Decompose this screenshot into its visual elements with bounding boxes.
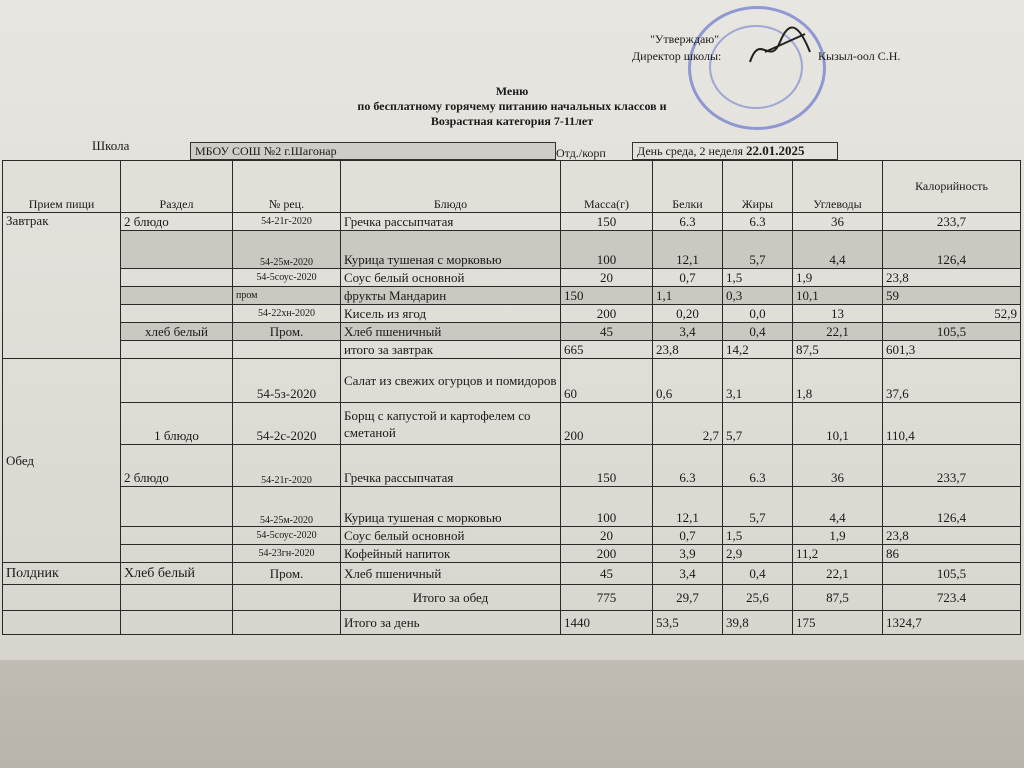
breakfast-total-label: итого за завтрак — [341, 341, 561, 359]
cell-calories: 59 — [883, 287, 1021, 305]
cell-mass: 20 — [561, 527, 653, 545]
day-total-carbs: 175 — [793, 611, 883, 635]
cell-recipe: 54-5з-2020 — [233, 359, 341, 403]
cell-protein: 0,6 — [653, 359, 723, 403]
cell-fat: 0,3 — [723, 287, 793, 305]
title-line-3: Возрастная категория 7-11лет — [430, 114, 594, 128]
cell-recipe: 54-21г-2020 — [233, 213, 341, 231]
table-row — [3, 269, 1021, 287]
cell-carbs: 1,9 — [793, 527, 883, 545]
meal-breakfast: Завтрак — [3, 213, 121, 359]
cell-carbs: 36 — [793, 213, 883, 231]
cell-dish: Кисель из ягод — [341, 305, 561, 323]
cell-carbs: 10,1 — [793, 287, 883, 305]
cell-protein: 2,7 — [653, 403, 723, 445]
cell-section: 1 блюдо — [121, 403, 233, 445]
cell-dish: фрукты Мандарин — [341, 287, 561, 305]
cell-carbs: 1,9 — [793, 269, 883, 287]
day-label: День среда, 2 неделя — [637, 144, 744, 158]
cell-protein: 12,1 — [653, 487, 723, 527]
cell-dish: Курица тушеная с морковью — [341, 231, 561, 269]
table-row — [3, 287, 1021, 305]
cell-mass: 60 — [561, 359, 653, 403]
cell-carbs: 4,4 — [793, 487, 883, 527]
cell-carbs: 13 — [793, 305, 883, 323]
table-row — [3, 445, 1021, 487]
menu-date: 22.01.2025 — [746, 143, 805, 158]
cell-section — [121, 269, 233, 287]
cell-mass: 45 — [561, 563, 653, 585]
cell-recipe: 54-25м-2020 — [233, 487, 341, 527]
cell-calories: 126,4 — [883, 231, 1021, 269]
col-meal: Прием пищи — [3, 161, 121, 213]
cell-section: хлеб белый — [121, 323, 233, 341]
cell-recipe: 54-23гн-2020 — [233, 545, 341, 563]
cell-carbs: 36 — [793, 445, 883, 487]
cell-section — [121, 359, 233, 403]
cell-fat: 5,7 — [723, 487, 793, 527]
table-row — [3, 231, 1021, 269]
cell-recipe: 54-2с-2020 — [233, 403, 341, 445]
empty-cell — [3, 585, 121, 611]
table-row — [3, 359, 1021, 403]
cell-mass: 150 — [561, 213, 653, 231]
cell-protein: 12,1 — [653, 231, 723, 269]
cell-recipe: 54-21г-2020 — [233, 445, 341, 487]
cell-mass: 45 — [561, 323, 653, 341]
day-total-calories: 1324,7 — [883, 611, 1021, 635]
cell-dish: Гречка рассыпчатая — [341, 445, 561, 487]
cell-fat: 0,0 — [723, 305, 793, 323]
cell-dish: Борщ с капустой и картофелем со сметаной — [341, 403, 561, 445]
lunch-total-fat: 25,6 — [723, 585, 793, 611]
director-label: Директор школы: — [632, 49, 722, 63]
cell-mass: 100 — [561, 487, 653, 527]
col-carbs: Углеводы — [793, 161, 883, 213]
empty-cell — [121, 341, 233, 359]
cell-protein: 3,4 — [653, 323, 723, 341]
table-row — [3, 213, 1021, 231]
empty-cell — [3, 611, 121, 635]
title-line-2: по бесплатному горячему питанию начальных классов и — [357, 99, 667, 113]
cell-calories: 23,8 — [883, 527, 1021, 545]
cell-protein: 3,9 — [653, 545, 723, 563]
breakfast-total-protein: 23,8 — [653, 341, 723, 359]
table-row — [3, 527, 1021, 545]
cell-mass: 150 — [561, 445, 653, 487]
table-row — [3, 323, 1021, 341]
cell-protein: 0,7 — [653, 269, 723, 287]
cell-carbs: 10,1 — [793, 403, 883, 445]
school-name: МБОУ СОШ №2 г.Шагонар — [190, 142, 556, 160]
school-label: Школа — [92, 138, 130, 153]
cell-mass: 20 — [561, 269, 653, 287]
col-dish: Блюдо — [341, 161, 561, 213]
lunch-total-mass: 775 — [561, 585, 653, 611]
cell-mass: 200 — [561, 403, 653, 445]
cell-calories: 23,8 — [883, 269, 1021, 287]
empty-cell — [121, 611, 233, 635]
cell-calories: 105,5 — [883, 323, 1021, 341]
lunch-total-protein: 29,7 — [653, 585, 723, 611]
day-total-label: Итого за день — [341, 611, 561, 635]
cell-protein: 0,7 — [653, 527, 723, 545]
cell-carbs: 22,1 — [793, 563, 883, 585]
cell-protein: 3,4 — [653, 563, 723, 585]
cell-dish: Гречка рассыпчатая — [341, 213, 561, 231]
breakfast-total-calories: 601,3 — [883, 341, 1021, 359]
breakfast-total-carbs: 87,5 — [793, 341, 883, 359]
lunch-total-calories: 723.4 — [883, 585, 1021, 611]
cell-section — [121, 545, 233, 563]
cell-mass: 200 — [561, 305, 653, 323]
day-info — [632, 142, 838, 160]
director-name: Кызыл-оол С.Н. — [818, 49, 901, 63]
cell-carbs: 4,4 — [793, 231, 883, 269]
meal-lunch: Обед — [3, 359, 121, 563]
table-row — [3, 563, 1021, 585]
approval-line: "Утверждаю" — [650, 32, 720, 46]
empty-cell — [233, 341, 341, 359]
cell-mass: 150 — [561, 287, 653, 305]
director-signature — [740, 22, 820, 72]
title-line-1: Меню — [495, 84, 529, 98]
day-total-mass: 1440 — [561, 611, 653, 635]
cell-fat: 6.3 — [723, 213, 793, 231]
cell-protein: 6.3 — [653, 213, 723, 231]
cell-fat: 1,5 — [723, 527, 793, 545]
col-protein: Белки — [653, 161, 723, 213]
cell-dish: Соус белый основной — [341, 269, 561, 287]
cell-dish: Курица тушеная с морковью — [341, 487, 561, 527]
menu-table — [2, 160, 1021, 635]
lunch-total-label: Итого за обед — [341, 585, 561, 611]
cell-section: 2 блюдо — [121, 445, 233, 487]
cell-calories: 105,5 — [883, 563, 1021, 585]
cell-dish: Хлеб пшеничный — [341, 323, 561, 341]
cell-fat: 5,7 — [723, 403, 793, 445]
cell-calories: 86 — [883, 545, 1021, 563]
col-section: Раздел — [121, 161, 233, 213]
cell-fat: 1,5 — [723, 269, 793, 287]
cell-recipe: 54-5соус-2020 — [233, 269, 341, 287]
breakfast-total-fat: 14,2 — [723, 341, 793, 359]
empty-cell — [233, 585, 341, 611]
dept-label: Отд./корп — [556, 146, 606, 160]
menu-title — [0, 84, 1024, 129]
cell-section — [121, 287, 233, 305]
cell-carbs: 11,2 — [793, 545, 883, 563]
cell-calories: 233,7 — [883, 445, 1021, 487]
cell-fat: 2,9 — [723, 545, 793, 563]
day-total-protein: 53,5 — [653, 611, 723, 635]
cell-recipe: Пром. — [233, 323, 341, 341]
empty-cell — [121, 585, 233, 611]
cell-section: 2 блюдо — [121, 213, 233, 231]
cell-carbs: 1,8 — [793, 359, 883, 403]
cell-recipe: пром — [233, 287, 341, 305]
lunch-total-row — [3, 585, 1021, 611]
cell-fat: 3,1 — [723, 359, 793, 403]
cell-calories: 37,6 — [883, 359, 1021, 403]
cell-section — [121, 527, 233, 545]
cell-carbs: 22,1 — [793, 323, 883, 341]
cell-fat: 0,4 — [723, 323, 793, 341]
day-total-row — [3, 611, 1021, 635]
col-calories: Калорийность — [883, 161, 1021, 213]
cell-recipe: 54-5соус-2020 — [233, 527, 341, 545]
cell-section — [121, 231, 233, 269]
table-row — [3, 403, 1021, 445]
col-mass: Масса(г) — [561, 161, 653, 213]
day-total-fat: 39,8 — [723, 611, 793, 635]
cell-section — [121, 487, 233, 527]
cell-section — [121, 305, 233, 323]
table-row — [3, 487, 1021, 527]
header-row — [3, 161, 1021, 213]
cell-mass: 100 — [561, 231, 653, 269]
lunch-total-carbs: 87,5 — [793, 585, 883, 611]
cell-recipe: Пром. — [233, 563, 341, 585]
cell-calories: 110,4 — [883, 403, 1021, 445]
cell-mass: 200 — [561, 545, 653, 563]
breakfast-total-row — [3, 341, 1021, 359]
cell-section: Хлеб белый — [121, 563, 233, 585]
cell-recipe: 54-25м-2020 — [233, 231, 341, 269]
empty-cell — [233, 611, 341, 635]
cell-calories: 233,7 — [883, 213, 1021, 231]
breakfast-total-mass: 665 — [561, 341, 653, 359]
table-row — [3, 305, 1021, 323]
col-recipe: № рец. — [233, 161, 341, 213]
cell-fat: 5,7 — [723, 231, 793, 269]
cell-calories: 52,9 — [883, 305, 1021, 323]
cell-protein: 1,1 — [653, 287, 723, 305]
cell-dish: Салат из свежих огурцов и помидоров — [341, 359, 561, 403]
cell-fat: 6.3 — [723, 445, 793, 487]
cell-protein: 6.3 — [653, 445, 723, 487]
cell-recipe: 54-22хн-2020 — [233, 305, 341, 323]
table-row — [3, 545, 1021, 563]
cell-fat: 0,4 — [723, 563, 793, 585]
meal-snack: Полдник — [3, 563, 121, 585]
col-fat: Жиры — [723, 161, 793, 213]
cell-protein: 0,20 — [653, 305, 723, 323]
cell-calories: 126,4 — [883, 487, 1021, 527]
cell-dish: Хлеб пшеничный — [341, 563, 561, 585]
cell-dish: Кофейный напиток — [341, 545, 561, 563]
cell-dish: Соус белый основной — [341, 527, 561, 545]
